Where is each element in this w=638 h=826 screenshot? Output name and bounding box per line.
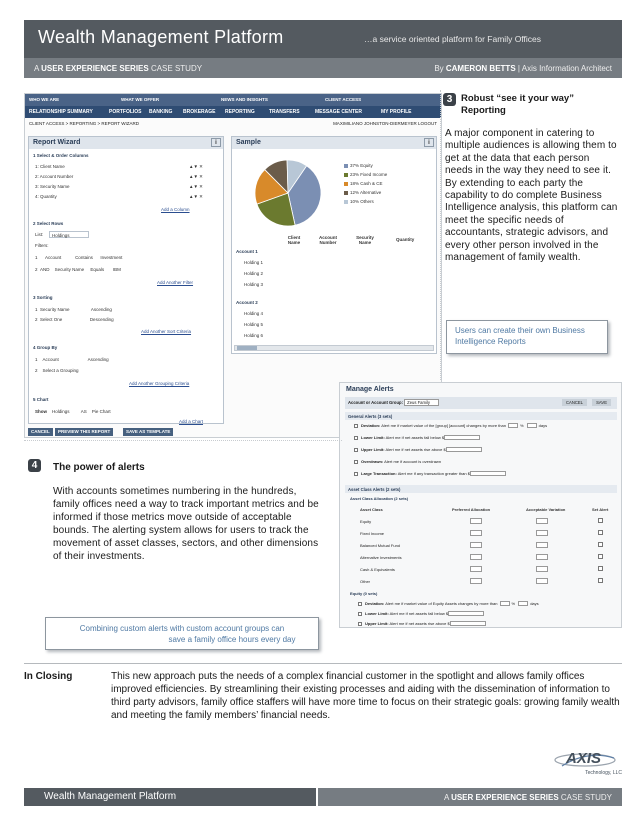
divider-dotted bbox=[440, 90, 441, 380]
equity-alerts-header[interactable]: Equity (0 sets) bbox=[350, 591, 378, 596]
nav-news[interactable]: NEWS AND INSIGHTS bbox=[221, 97, 268, 102]
add-sort-link[interactable]: Add Another Sort Criteria bbox=[141, 329, 192, 334]
checkbox[interactable] bbox=[358, 622, 362, 626]
footer-title: Wealth Management Platform bbox=[24, 788, 316, 806]
checkbox[interactable] bbox=[354, 436, 358, 440]
set-alert-checkbox[interactable] bbox=[598, 554, 603, 559]
allocation-header[interactable]: Asset Class Allocation (2 sets) bbox=[350, 496, 409, 501]
allocation-pie-chart bbox=[250, 155, 326, 231]
cancel-button[interactable]: CANCEL bbox=[28, 428, 53, 436]
general-alerts-header[interactable]: General Alerts (3 sets) bbox=[345, 412, 617, 420]
column-item[interactable]: 2: Account Number bbox=[35, 174, 74, 179]
section-number-badge: 4 bbox=[28, 459, 41, 472]
alert-large-transaction[interactable]: Large Transaction: Alert me if any transaction greater than $ bbox=[354, 471, 506, 476]
alert-upper-limit[interactable]: Upper Limit: Alert me if net assets rise above $ bbox=[354, 447, 482, 452]
holding-row: Holding 3 bbox=[244, 282, 264, 287]
filters-label: Filters: bbox=[35, 243, 49, 248]
allocation-input[interactable] bbox=[536, 566, 548, 572]
save-button[interactable]: SAVE bbox=[592, 399, 611, 406]
checkbox[interactable] bbox=[354, 424, 358, 428]
allocation-input[interactable] bbox=[536, 518, 548, 524]
col-asset-class: Asset Class bbox=[360, 507, 383, 512]
alerts-callout: Combining custom alerts with custom account groups can save a family office hours every day bbox=[45, 617, 319, 650]
asset-row-balanced: Balanced Mutual Fund bbox=[360, 543, 401, 548]
cancel-button[interactable]: CANCEL bbox=[562, 399, 587, 406]
set-alert-checkbox[interactable] bbox=[598, 578, 603, 583]
set-alert-checkbox[interactable] bbox=[598, 518, 603, 523]
step-chart: 5 Chart bbox=[33, 397, 49, 402]
allocation-input[interactable] bbox=[470, 554, 482, 560]
column-item[interactable]: 1: Client Name bbox=[35, 164, 65, 169]
add-chart-link[interactable]: Add a Chart bbox=[179, 419, 204, 424]
legend-item: 12% Alternative bbox=[344, 190, 381, 195]
legend-swatch bbox=[344, 191, 348, 195]
page-title: Wealth Management Platform bbox=[38, 27, 284, 47]
axis-logo bbox=[552, 748, 622, 778]
manage-alerts-screenshot bbox=[339, 382, 622, 628]
preview-report-button[interactable]: PREVIEW THIS REPORT bbox=[55, 428, 113, 436]
series-label: A USER EXPERIENCE SERIES CASE STUDY bbox=[34, 64, 203, 73]
save-template-button[interactable]: SAVE AS TEMPLATE bbox=[123, 428, 173, 436]
filter-row-2[interactable]: 2 AND Security Name Equals IBM bbox=[35, 267, 121, 272]
header-tagline: …a service oriented platform for Family Offices bbox=[364, 34, 541, 44]
nav-what-we-offer[interactable]: WHAT WE OFFER bbox=[121, 97, 160, 102]
legend-swatch bbox=[344, 182, 348, 186]
report-wizard-panel bbox=[28, 136, 224, 424]
section-number-badge: 3 bbox=[443, 93, 456, 106]
checkbox[interactable] bbox=[354, 448, 358, 452]
nav-relationship-summary[interactable]: RELATIONSHIP SUMMARY bbox=[29, 109, 93, 115]
holding-row: Holding 4 bbox=[244, 311, 264, 316]
nav-banking[interactable]: BANKING bbox=[149, 109, 173, 115]
sort-row-1[interactable]: 1 Security Name Ascending bbox=[35, 307, 112, 312]
add-column-link[interactable]: Add a Column bbox=[161, 207, 190, 212]
reporting-body: A major component in catering to multiple audiences is allowing them to get at the data that each person needs in the way they need to see it. By extending to each party the capability to do complete Business Intelligence analysis, this platform can meet the specific needs of accountants, strategic advisors, and every other person involved in the management of family wealth. bbox=[445, 128, 618, 264]
legend-swatch bbox=[344, 173, 348, 177]
set-alert-checkbox[interactable] bbox=[598, 530, 603, 535]
asset-row-other: Other bbox=[360, 579, 371, 584]
sample-title: Sample bbox=[236, 139, 261, 146]
alert-overdrawn[interactable]: Overdrawn: Alert me if account is overdrawn bbox=[354, 459, 441, 464]
asset-row-fixed-income: Fixed Income bbox=[360, 531, 385, 536]
holding-row: Holding 6 bbox=[244, 333, 264, 338]
top-nav bbox=[25, 94, 441, 106]
reorder-icons[interactable]: ▲▼ ✕ bbox=[189, 184, 203, 189]
nav-reporting[interactable]: REPORTING bbox=[225, 109, 255, 115]
holding-row: Holding 2 bbox=[244, 271, 264, 276]
allocation-input[interactable] bbox=[536, 530, 548, 536]
checkbox[interactable] bbox=[358, 602, 362, 606]
legend-swatch bbox=[344, 200, 348, 204]
set-alert-checkbox[interactable] bbox=[598, 566, 603, 571]
legend-swatch bbox=[344, 164, 348, 168]
header-bar bbox=[24, 20, 622, 58]
col-quantity: Quantity bbox=[396, 237, 415, 242]
allocation-input[interactable] bbox=[536, 542, 548, 548]
col-set-alert: Set Alert bbox=[592, 507, 609, 512]
col-security-name: Security Name bbox=[356, 235, 374, 245]
alerts-body: With accounts sometimes numbering in the hundreds, family offices need a way to track important metrics and be informed if those metrics move outside of acceptable bounds. The alerting system allows for users to track the movement of asset classes, sectors, and other dimensions of their investments. bbox=[53, 486, 319, 562]
alert-lower-limit[interactable]: Lower Limit: Alert me if net assets fall below $ bbox=[354, 435, 480, 440]
group-row-2[interactable]: 2 Select a Grouping bbox=[35, 368, 79, 373]
info-icon[interactable]: i bbox=[424, 138, 434, 147]
chart-row[interactable]: Show Holdings AS Pie Chart bbox=[35, 409, 111, 414]
checkbox[interactable] bbox=[358, 612, 362, 616]
sort-row-2[interactable]: 2 Select One Descending bbox=[35, 317, 114, 322]
logo-subtext: Technology, LLC bbox=[585, 770, 622, 776]
col-client-name: Client Name bbox=[287, 235, 301, 245]
asset-row-alternative: Alternative Investments bbox=[360, 555, 402, 560]
holding-row: Holding 5 bbox=[244, 322, 264, 327]
checkbox[interactable] bbox=[354, 460, 358, 464]
allocation-input[interactable] bbox=[470, 542, 482, 548]
add-group-link[interactable]: Add Another Grouping Criteria bbox=[129, 381, 190, 386]
column-item[interactable]: 3: Security Name bbox=[35, 184, 70, 189]
nav-portfolios[interactable]: PORTFOLIOS bbox=[109, 109, 142, 115]
set-alert-checkbox[interactable] bbox=[598, 542, 603, 547]
breadcrumb: CLIENT ACCESS > REPORTING > REPORT WIZARD bbox=[29, 121, 139, 126]
scrollbar-thumb[interactable] bbox=[237, 346, 257, 350]
holding-row: Holding 1 bbox=[244, 260, 264, 265]
step-group-by: 4 Group By bbox=[33, 345, 58, 350]
equity-deviation[interactable]: Deviation: Alert me if market value of Equity Assets changes by more than % days bbox=[358, 601, 539, 606]
allocation-input[interactable] bbox=[536, 578, 548, 584]
author-label: By CAMERON BETTS | Axis Information Architect bbox=[434, 64, 612, 73]
reorder-icons[interactable]: ▲▼ ✕ bbox=[189, 164, 203, 169]
info-icon[interactable]: i bbox=[211, 138, 221, 147]
nav-brokerage[interactable]: BROKERAGE bbox=[183, 109, 216, 115]
logo-wordmark: AXIS bbox=[566, 750, 602, 767]
reorder-icons[interactable]: ▲▼ ✕ bbox=[189, 174, 203, 179]
allocation-input[interactable] bbox=[470, 518, 482, 524]
add-filter-link[interactable]: Add Another Filter bbox=[157, 280, 194, 285]
main-nav bbox=[25, 106, 441, 118]
legend-item: 23% Fixed Income bbox=[344, 172, 387, 177]
filter-row-1[interactable]: 1 Account Contains Investment bbox=[35, 255, 123, 260]
col-preferred-allocation: Preferred Allocation bbox=[452, 507, 491, 512]
reporting-heading: Robust “see it your way” Reporting bbox=[461, 93, 574, 116]
step-rows: 2 Select Rows bbox=[33, 221, 64, 226]
account-select[interactable]: Zeus Family bbox=[404, 399, 439, 406]
allocation-input[interactable] bbox=[536, 554, 548, 560]
legend-item: 37% Equity bbox=[344, 163, 373, 168]
column-item[interactable]: 4: Quantity bbox=[35, 194, 57, 199]
col-account-number: Account Number bbox=[319, 235, 337, 245]
reorder-icons[interactable]: ▲▼ ✕ bbox=[189, 194, 203, 199]
allocation-input[interactable] bbox=[470, 530, 482, 536]
section-divider bbox=[24, 663, 622, 664]
checkbox[interactable] bbox=[354, 472, 358, 476]
step-columns: 1 Select & Order Columns bbox=[33, 153, 89, 158]
legend-item: 10% Others bbox=[344, 199, 374, 204]
list-select[interactable]: Holdings bbox=[49, 231, 89, 238]
equity-lower-limit[interactable]: Lower Limit: Alert me if net assets fall below $ bbox=[358, 611, 484, 616]
alerts-title: Manage Alerts bbox=[346, 386, 394, 393]
nav-transfers[interactable]: TRANSFERS bbox=[269, 109, 300, 115]
nav-my-profile[interactable]: MY PROFILE bbox=[381, 109, 412, 115]
nav-who-we-are[interactable]: WHO WE ARE bbox=[29, 97, 60, 102]
divider-dotted bbox=[24, 440, 342, 441]
sample-panel bbox=[231, 136, 437, 354]
asset-row-equity: Equity bbox=[360, 519, 372, 524]
equity-upper-limit[interactable]: Upper Limit: Alert me if net assets rise above $ bbox=[358, 621, 486, 626]
col-acceptable-variation: Acceptable Variation bbox=[526, 507, 566, 512]
footer-series: A USER EXPERIENCE SERIES CASE STUDY bbox=[318, 788, 622, 806]
nav-client-access[interactable]: CLIENT ACCESS bbox=[325, 97, 362, 102]
closing-body: This new approach puts the needs of a complex financial customer in the spotlight and allows family offices improved efficiencies. By streamlining their existing processes and aiding with the dissemination of information to third party advisors, family office staffers will have more time to focus on their strategic goals: growing family wealth and meeting the family members’ financial needs. bbox=[111, 671, 620, 721]
wizard-title: Report Wizard bbox=[33, 139, 81, 146]
step-sorting: 3 Sorting bbox=[33, 295, 53, 300]
closing-heading: In Closing bbox=[24, 671, 73, 682]
account-selector-row: Account or Account Group: Zeus Family CANCEL SAVE bbox=[345, 397, 617, 409]
alerts-heading: The power of alerts bbox=[53, 462, 145, 473]
legend-item: 18% Cash & CE bbox=[344, 181, 383, 186]
account-group-label: Account 2 bbox=[236, 300, 258, 305]
subheader-bar bbox=[24, 58, 622, 78]
horizontal-scrollbar[interactable] bbox=[234, 345, 434, 351]
account-group-label: Account 1 bbox=[236, 249, 258, 254]
alert-deviation[interactable]: Deviation: Alert me if market value of the [group] [account] changes by more than % days bbox=[354, 423, 547, 428]
allocation-input[interactable] bbox=[470, 578, 482, 584]
reporting-callout: Users can create their own Business Intelligence Reports bbox=[446, 320, 608, 354]
asset-class-alerts-header[interactable]: Asset Class Alerts (2 sets) bbox=[345, 485, 617, 493]
asset-row-cash: Cash & Equivalents bbox=[360, 567, 395, 572]
group-row-1[interactable]: 1 Account Ascending bbox=[35, 357, 109, 362]
allocation-input[interactable] bbox=[470, 566, 482, 572]
list-label: List: bbox=[35, 232, 44, 237]
user-info: MAXIMILIANO JOHNSTON-DIERMEYER LOGOUT bbox=[333, 121, 437, 126]
nav-message-center[interactable]: MESSAGE CENTER bbox=[315, 109, 362, 115]
